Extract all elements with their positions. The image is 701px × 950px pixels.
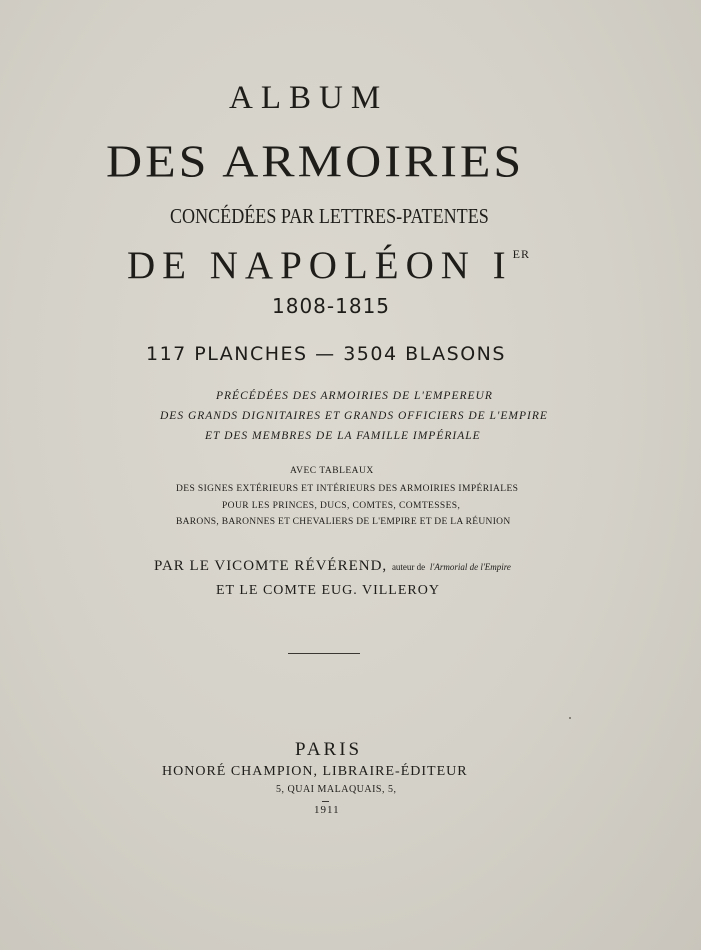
title-album: ALBUM — [229, 80, 389, 116]
preceded-line: DES GRANDS DIGNITAIRES ET GRANDS OFFICIERS DE L'EMPIRE — [160, 410, 548, 422]
subtitle-concedees: CONCÉDÉES PAR LETTRES-PATENTES — [170, 204, 489, 228]
imprint-address: 5, QUAI MALAQUAIS, 5, — [276, 784, 397, 795]
author-villeroy: ET LE COMTE EUG. VILLEROY — [216, 583, 440, 598]
divider-rule — [288, 653, 360, 654]
tables-line: BARONS, BARONNES ET CHEVALIERS DE L'EMPIRE ET DE LA RÉUNION — [176, 517, 511, 527]
author-work-title: l'Armorial de l'Empire — [429, 562, 511, 572]
preceded-line: PRÉCÉDÉES DES ARMOIRIES DE L'EMPEREUR — [216, 390, 493, 402]
title-years: 1808-1815 — [272, 294, 391, 318]
tables-line: DES SIGNES EXTÉRIEURS ET INTÉRIEURS DES ARMOIRIES IMPÉRIALES — [176, 484, 519, 494]
tables-line: POUR LES PRINCES, DUCS, COMTES, COMTESSES, — [222, 501, 461, 511]
imprint-publisher: HONORÉ CHAMPION, LIBRAIRE-ÉDITEUR — [162, 764, 468, 779]
title-armoiries: DES ARMOIRIES — [106, 134, 525, 187]
author-line — [154, 558, 511, 575]
imprint-year: 1911 — [314, 804, 340, 816]
paper-speck — [569, 717, 571, 719]
author-reverend: PAR LE VICOMTE RÉVÉREND, — [154, 558, 388, 574]
napoleon-text: DE NAPOLÉON I — [127, 244, 513, 287]
planches-count: 117 PLANCHES — 3504 BLASONS — [146, 343, 506, 365]
imprint-city: PARIS — [295, 739, 363, 760]
author-auteur-de: auteur de — [391, 562, 426, 572]
year-ornament — [322, 801, 329, 802]
preceded-line: ET DES MEMBRES DE LA FAMILLE IMPÉRIALE — [205, 430, 481, 442]
napoleon-superscript: ER — [512, 247, 530, 261]
title-napoleon — [127, 243, 530, 288]
tables-line: AVEC TABLEAUX — [290, 466, 374, 476]
